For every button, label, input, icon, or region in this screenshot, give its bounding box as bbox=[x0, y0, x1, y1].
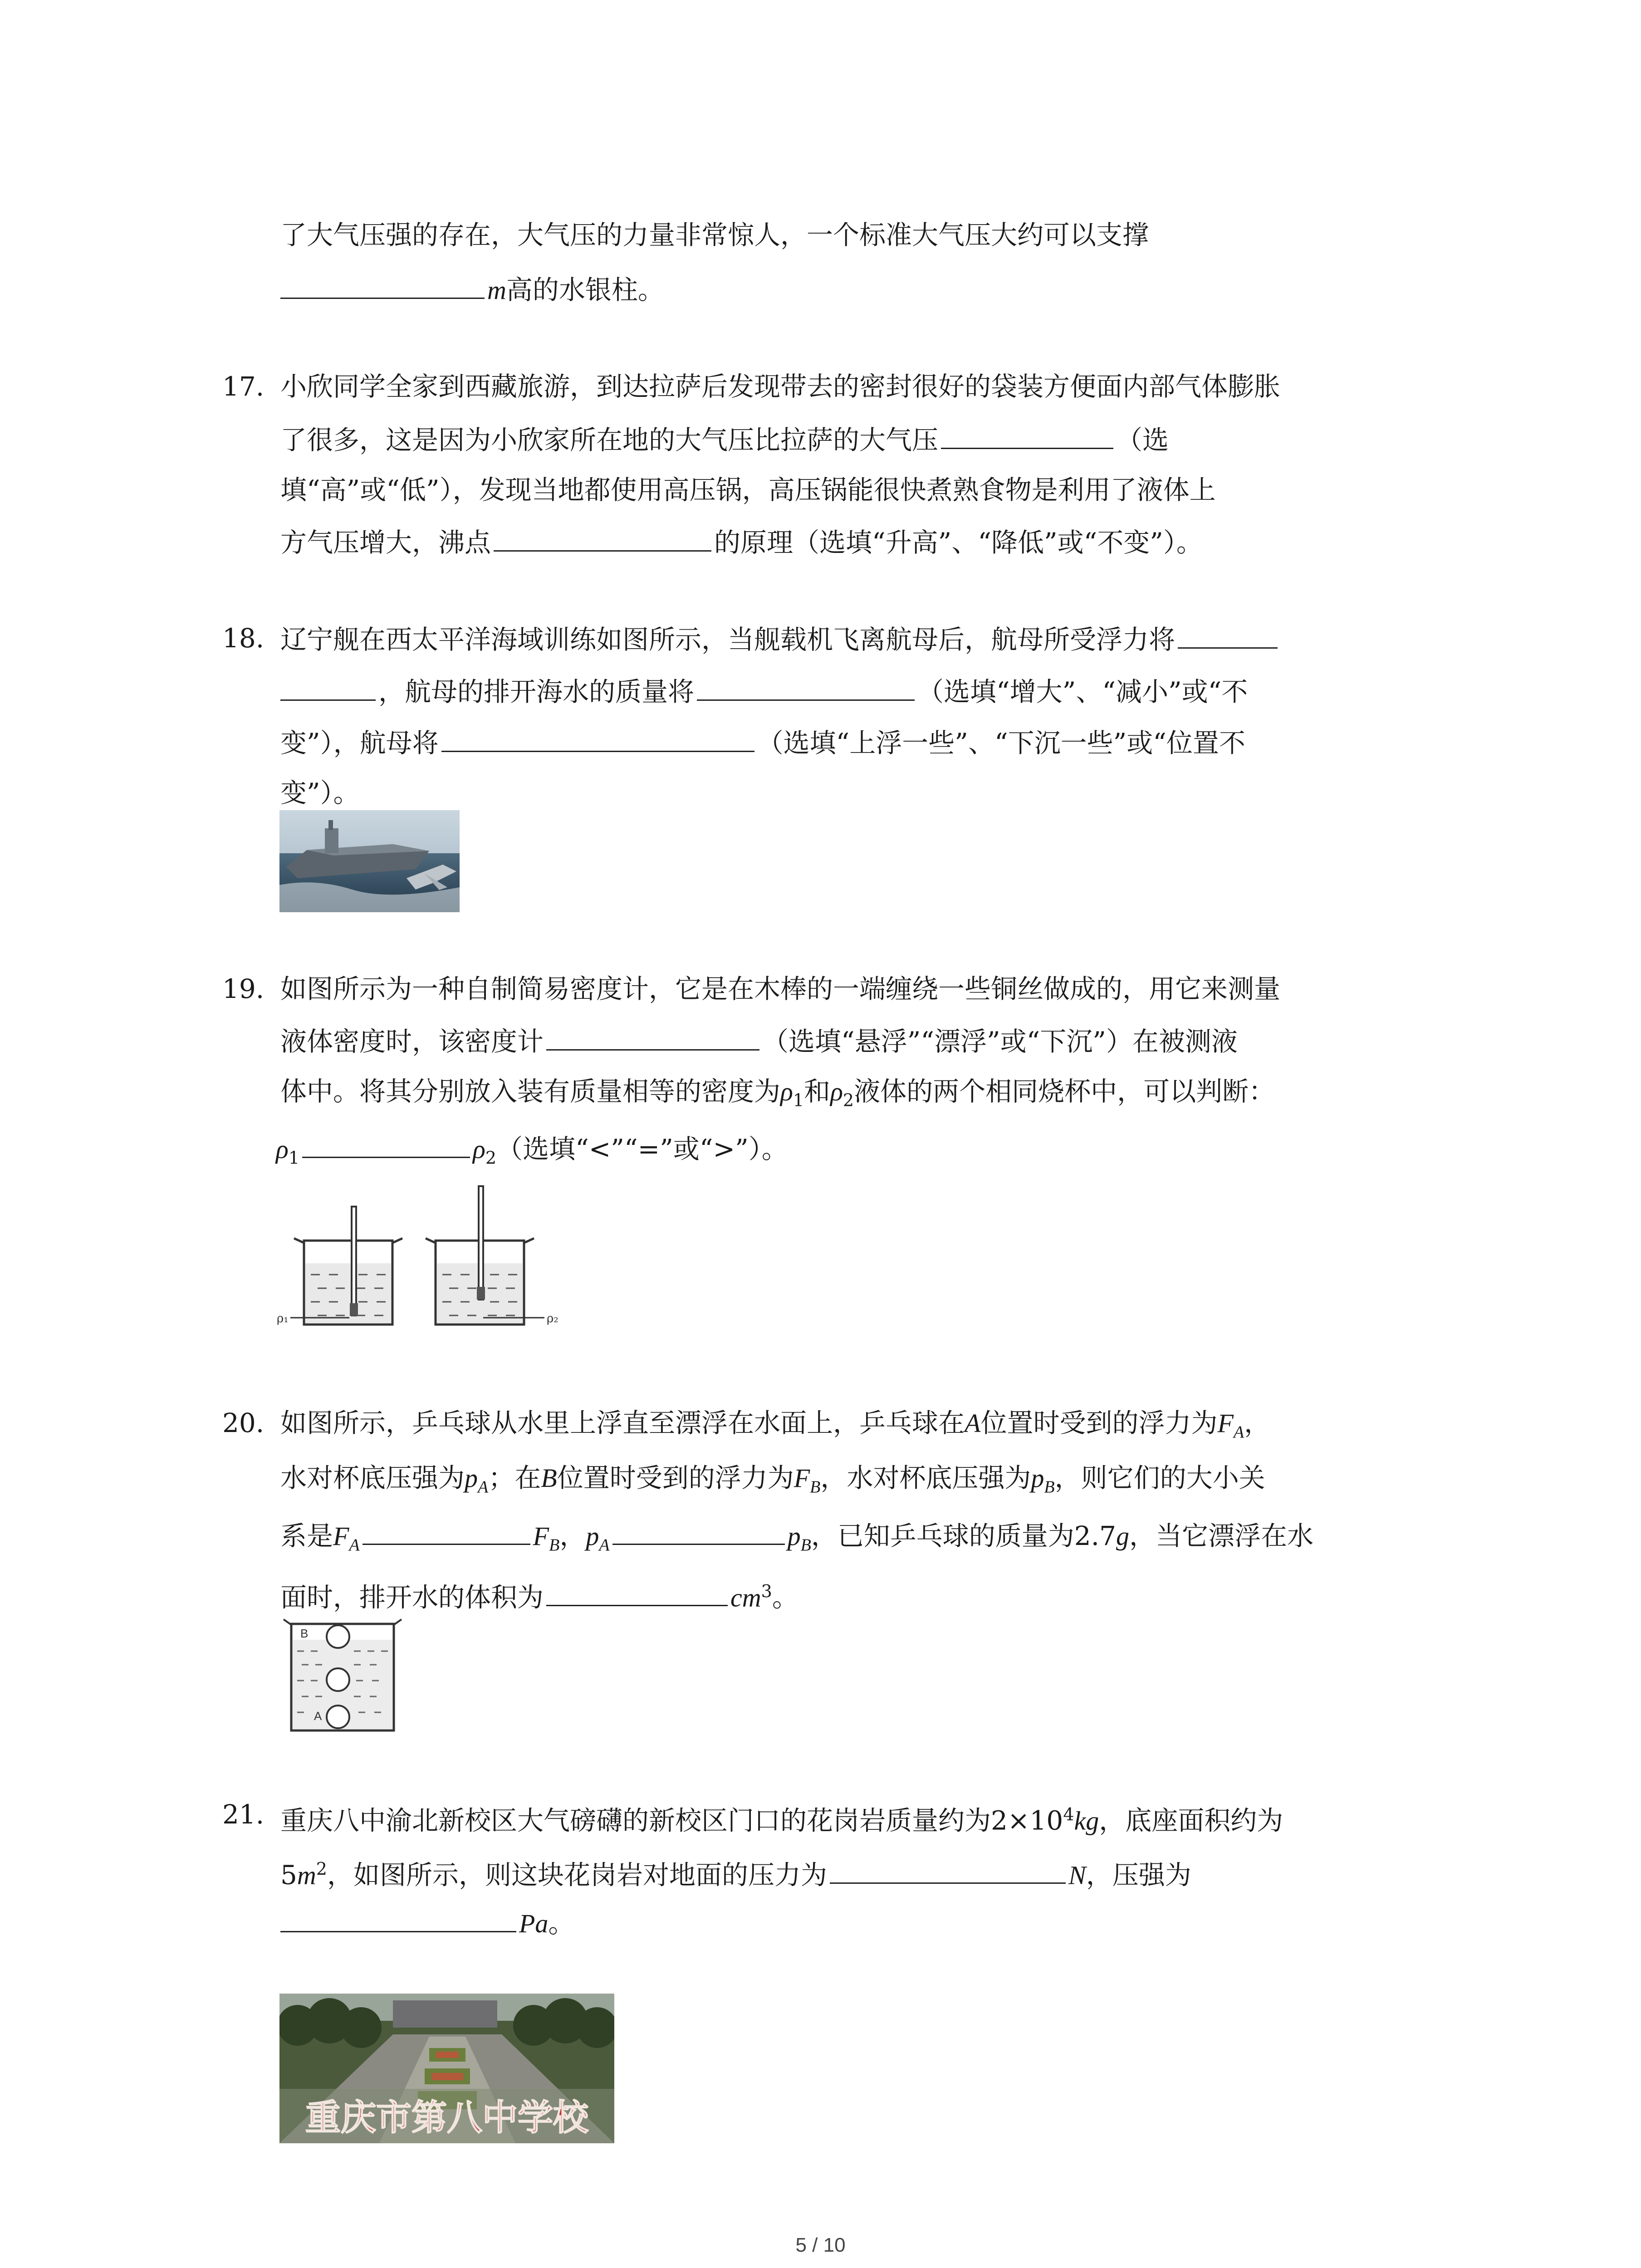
text: ，航母的排开海水的质量将 bbox=[378, 676, 695, 707]
answer-blank[interactable] bbox=[280, 672, 376, 701]
density-meter-diagram bbox=[277, 1182, 567, 1338]
subscript: A bbox=[1233, 1422, 1244, 1442]
text: 系是 bbox=[280, 1520, 333, 1551]
photo-caption: 重庆市第八中学校 bbox=[305, 2097, 589, 2138]
text: 液体的两个相同烧杯中，可以判断： bbox=[854, 1076, 1275, 1107]
text-line bbox=[280, 620, 1280, 658]
text: ；在 bbox=[488, 1462, 541, 1493]
text: ，已知乒乓球的质量为2.7 bbox=[811, 1520, 1117, 1551]
text: 和 bbox=[804, 1076, 831, 1107]
text-line bbox=[280, 971, 1280, 1007]
symbol-p: p bbox=[465, 1463, 478, 1493]
text: 如图所示，乒乓球从水里上浮直至漂浮在水面上，乒乓球在 bbox=[280, 1408, 965, 1438]
rho1-label: ρ₁ bbox=[277, 1312, 289, 1325]
question-number: 19. bbox=[222, 973, 265, 1004]
text: ， bbox=[559, 1520, 586, 1551]
unit: m bbox=[297, 1860, 316, 1890]
text-line bbox=[280, 1796, 1283, 1839]
text: 方气压增大，沸点 bbox=[280, 527, 491, 558]
text: 变”），航母将 bbox=[280, 728, 439, 758]
text: 水对杯底压强为 bbox=[280, 1462, 465, 1493]
symbol-F: F bbox=[794, 1463, 810, 1493]
text: 体中。将其分别放入装有质量相等的密度为 bbox=[280, 1076, 781, 1107]
answer-blank[interactable] bbox=[280, 270, 485, 299]
answer-blank[interactable] bbox=[441, 723, 754, 752]
text: 高的水银柱。 bbox=[506, 274, 664, 305]
answer-blank[interactable] bbox=[302, 1129, 470, 1158]
text-line bbox=[280, 217, 1149, 253]
superscript: 3 bbox=[761, 1581, 772, 1601]
answer-blank[interactable] bbox=[612, 1516, 785, 1545]
unit: kg bbox=[1074, 1806, 1099, 1836]
answer-blank[interactable] bbox=[546, 1022, 759, 1051]
text: 小欣同学全家到西藏旅游，到达拉萨后发现带去的密封很好的袋装方便面内部气体膨胀 bbox=[280, 371, 1281, 402]
symbol-A: A bbox=[965, 1408, 981, 1438]
text-line bbox=[280, 1573, 798, 1616]
symbol-p: p bbox=[586, 1521, 599, 1551]
text-line bbox=[280, 1851, 1191, 1893]
text: 。 bbox=[548, 1908, 575, 1939]
text-line bbox=[280, 723, 1245, 761]
text-line bbox=[280, 1516, 1313, 1564]
aircraft-carrier-image bbox=[279, 810, 460, 912]
text: （选 bbox=[1116, 425, 1169, 455]
text-line bbox=[280, 472, 1216, 508]
ping-pong-beaker-diagram bbox=[281, 1615, 404, 1737]
text: 了大气压强的存在，大气压的力量非常惊人，一个标准大气压大约可以支撑 bbox=[280, 220, 1149, 250]
text-line bbox=[280, 368, 1280, 405]
text-line bbox=[280, 420, 1169, 458]
superscript: 4 bbox=[1063, 1804, 1074, 1824]
unit: Pa bbox=[519, 1909, 549, 1938]
text: 5 bbox=[280, 1859, 297, 1891]
unit: cm bbox=[730, 1583, 761, 1613]
answer-blank[interactable] bbox=[494, 523, 711, 552]
subscript: A bbox=[599, 1535, 610, 1555]
subscript: B bbox=[810, 1477, 821, 1497]
label-B: B bbox=[300, 1627, 309, 1640]
text: 位置时受到的浮力为 bbox=[980, 1408, 1218, 1438]
text: 。 bbox=[772, 1582, 798, 1613]
subscript: 2 bbox=[843, 1090, 854, 1110]
text: （选填“上浮一些”、“下沉一些”或“位置不 bbox=[757, 728, 1245, 758]
text-line bbox=[280, 523, 1203, 561]
label-A: A bbox=[314, 1709, 322, 1723]
subscript: A bbox=[478, 1477, 489, 1497]
text: 变”）。 bbox=[280, 777, 360, 808]
symbol-p: p bbox=[787, 1521, 801, 1551]
symbol-p: p bbox=[1031, 1463, 1044, 1493]
answer-blank[interactable] bbox=[830, 1855, 1066, 1884]
text: 如图所示为一种自制简易密度计，它是在木棒的一端缠绕一些铜丝做成的，用它来测量 bbox=[280, 973, 1281, 1004]
subscript: A bbox=[349, 1535, 360, 1555]
rho2-label: ρ₂ bbox=[547, 1312, 558, 1325]
text-line bbox=[280, 1904, 574, 1942]
text: 辽宁舰在西太平洋海域训练如图所示，当舰载机飞离航母后，航母所受浮力将 bbox=[280, 624, 1176, 655]
answer-blank[interactable] bbox=[1178, 620, 1278, 649]
answer-blank[interactable] bbox=[546, 1578, 728, 1606]
text-line bbox=[280, 1405, 1270, 1451]
symbol-F: F bbox=[1217, 1408, 1234, 1438]
text: 填“高”或“低”），发现当地都使用高压锅，高压锅能很快煮熟食物是利用了液体上 bbox=[280, 474, 1216, 505]
text: ，水对杯底压强为 bbox=[820, 1462, 1031, 1493]
symbol-F: F bbox=[333, 1521, 349, 1551]
school-gate-photo bbox=[279, 1994, 614, 2143]
subscript: 2 bbox=[485, 1148, 497, 1168]
text: ，则它们的大小关 bbox=[1054, 1462, 1265, 1493]
text-line bbox=[280, 1022, 1238, 1060]
rho-symbol: ρ bbox=[830, 1077, 843, 1106]
answer-blank[interactable] bbox=[280, 1904, 516, 1932]
rho-symbol: ρ bbox=[780, 1077, 793, 1106]
unit: m bbox=[487, 275, 506, 305]
text: 位置时受到的浮力为 bbox=[557, 1462, 794, 1493]
subscript: B bbox=[549, 1535, 560, 1555]
text-line bbox=[276, 1129, 788, 1176]
text: （选填“增大”、“减小”或“不 bbox=[917, 676, 1248, 707]
text: 面时，排开水的体积为 bbox=[280, 1582, 544, 1613]
text: 液体密度时，该密度计 bbox=[280, 1026, 544, 1057]
text: ，当它漂浮在水 bbox=[1129, 1520, 1314, 1551]
subscript: B bbox=[800, 1535, 811, 1555]
answer-blank[interactable] bbox=[362, 1516, 530, 1545]
text-line bbox=[280, 672, 1248, 710]
symbol-F: F bbox=[533, 1521, 549, 1551]
text: （选填“<”“=”或“>”）。 bbox=[496, 1134, 788, 1164]
text: 了很多，这是因为小欣家所在地的大气压比拉萨的大气压 bbox=[280, 425, 939, 455]
answer-blank[interactable] bbox=[697, 672, 915, 701]
symbol-B: B bbox=[541, 1463, 557, 1493]
text: ，底座面积约为 bbox=[1099, 1805, 1283, 1836]
superscript: 2 bbox=[316, 1859, 327, 1879]
subscript: 1 bbox=[288, 1148, 300, 1168]
text-line bbox=[280, 1460, 1265, 1505]
text: ，压强为 bbox=[1086, 1859, 1191, 1891]
answer-blank[interactable] bbox=[941, 420, 1113, 449]
text-line bbox=[280, 775, 360, 811]
rho-symbol: ρ bbox=[276, 1134, 289, 1164]
text: ，如图所示，则这块花岗岩对地面的压力为 bbox=[327, 1859, 827, 1891]
rho-symbol: ρ bbox=[473, 1134, 485, 1164]
question-number: 17. bbox=[222, 371, 265, 402]
text-line bbox=[280, 270, 664, 308]
subscript: B bbox=[1044, 1477, 1055, 1497]
text: ， bbox=[1244, 1408, 1271, 1438]
page-number: 5 / 10 bbox=[795, 2234, 846, 2256]
question-number: 21. bbox=[222, 1799, 265, 1830]
text: （选填“悬浮”“漂浮”或“下沉”）在被测液 bbox=[762, 1026, 1238, 1057]
unit: N bbox=[1068, 1860, 1086, 1890]
question-number: 18. bbox=[222, 623, 265, 654]
text: 的原理（选填“升高”、“降低”或“不变”）。 bbox=[714, 527, 1203, 558]
unit: g bbox=[1116, 1521, 1130, 1551]
subscript: 1 bbox=[793, 1090, 804, 1110]
text: 重庆八中渝北新校区大气磅礴的新校区门口的花岗岩质量约为2×10 bbox=[280, 1805, 1063, 1836]
text-line bbox=[280, 1073, 1275, 1119]
question-number: 20. bbox=[222, 1408, 265, 1438]
